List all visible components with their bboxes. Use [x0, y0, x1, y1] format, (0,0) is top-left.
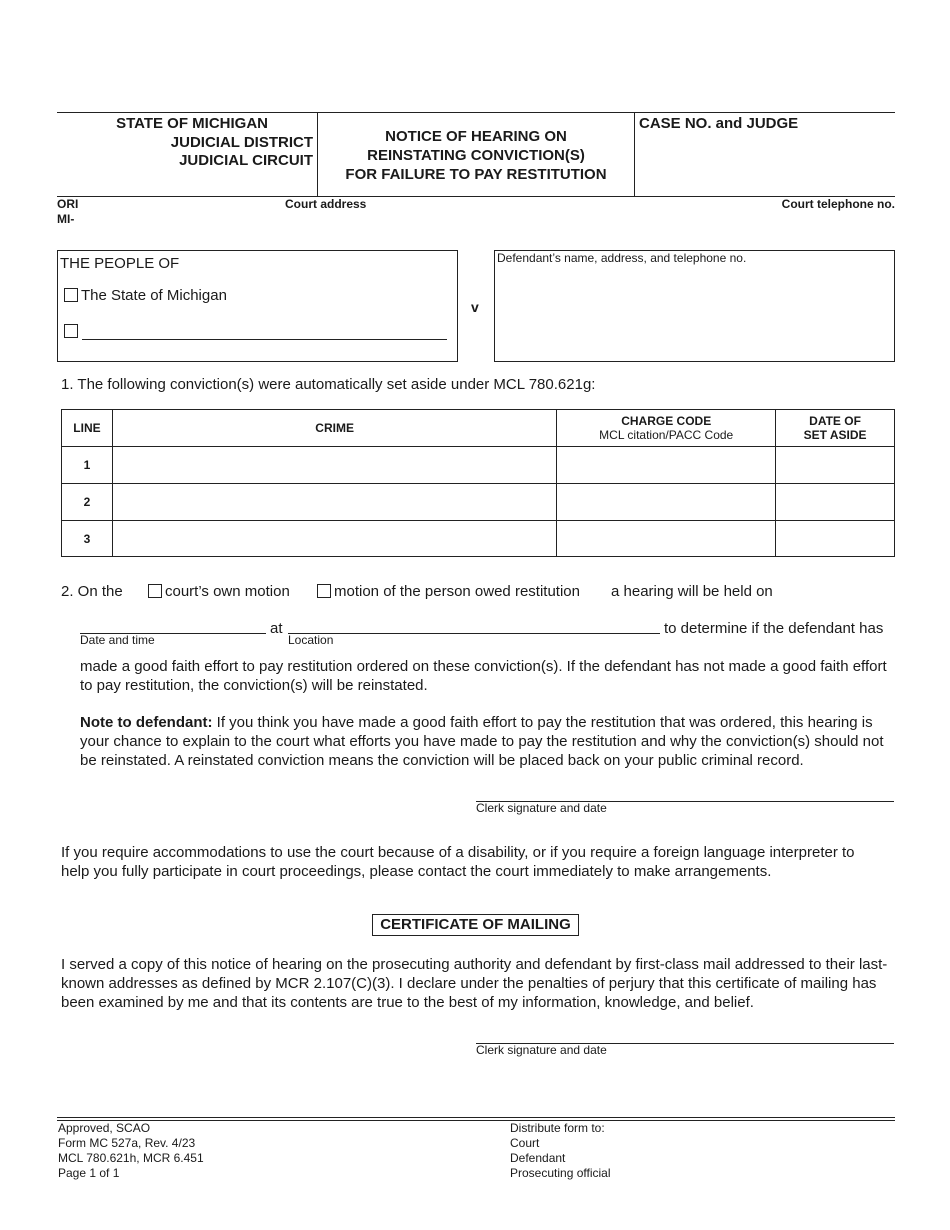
crime-cell[interactable] [112, 484, 556, 521]
district-label: JUDICIAL DISTRICT [170, 133, 313, 151]
crime-cell[interactable] [112, 521, 556, 557]
ori-label: ORI [57, 197, 79, 211]
good-faith-paragraph: made a good faith effort to pay restitution ordered on these conviction(s). If the defendant has not made a good faith effort to pay restitution, the conviction(s) will be reinstated. [80, 658, 887, 694]
court-address-label: Court address [285, 197, 367, 211]
line-number: 1 [62, 447, 113, 484]
other-plaintiff-line[interactable] [82, 339, 447, 340]
footer-rule-top [57, 1117, 895, 1118]
defendant-label: Defendant’s name, address, and telephone no. [497, 251, 747, 265]
item-2-on-the: 2. On the [61, 583, 123, 600]
convictions-table [61, 409, 895, 557]
clerk-signature-label-2: Clerk signature and date [476, 1043, 607, 1057]
defendant-box[interactable] [494, 250, 895, 362]
versus-label: v [471, 299, 479, 315]
certificate-text: I served a copy of this notice of hearing on the prosecuting authority and defendant by first-class mail addressed to their last-known addresses as defined by MCR 2.107(C)(3). I declare under the penalties of perjury that this certificate of mailing has been examined by me and that its contents are true to the best of my information, knowledge, and belief. [61, 956, 888, 1011]
note-to-defendant [80, 713, 897, 770]
col-date-header: DATE OF SET ASIDE [776, 410, 895, 447]
court-motion-label: court’s own motion [165, 583, 290, 600]
charge-code-cell[interactable] [557, 447, 776, 484]
footer-left [58, 1121, 204, 1181]
crime-cell[interactable] [112, 447, 556, 484]
person-motion-label: motion of the person owed restitution [334, 583, 580, 600]
approved-text: Approved, SCAO [58, 1121, 151, 1135]
hearing-held-text: a hearing will be held on [611, 583, 773, 600]
state-option-row [64, 287, 227, 304]
state-option-label: The State of Michigan [81, 287, 227, 304]
table-row [62, 447, 895, 484]
table-row [62, 521, 895, 557]
accommodation-notice: If you require accommodations to use the court because of a disability, or if you require a foreign language interpreter to help you fully participate in court proceedings, please contact the court immediately to make arrangements. [61, 844, 855, 880]
form-number: Form MC 527a, Rev. 4/23 [58, 1136, 196, 1150]
to-determine-text: to determine if the defendant has [664, 620, 884, 637]
form-title-line-1: NOTICE OF HEARING ON [385, 128, 567, 145]
clerk-signature-label-1: Clerk signature and date [476, 801, 607, 815]
distribute-label: Distribute form to: [510, 1121, 605, 1135]
page-number: Page 1 of 1 [58, 1166, 120, 1180]
line-number: 3 [62, 521, 113, 557]
location-line[interactable] [288, 633, 660, 634]
people-of-label: THE PEOPLE OF [60, 255, 180, 272]
state-label: STATE OF MICHIGAN [116, 115, 268, 132]
distribute-prosecuting: Prosecuting official [510, 1166, 611, 1180]
date-set-aside-cell[interactable] [776, 447, 895, 484]
state-of-michigan-checkbox[interactable] [64, 288, 78, 302]
other-option-row [64, 323, 82, 341]
location-label: Location [288, 633, 334, 647]
court-telephone-label: Court telephone no. [781, 197, 895, 211]
circuit-label: JUDICIAL CIRCUIT [179, 152, 313, 169]
person-motion-option [317, 583, 580, 600]
header-top-rule [57, 112, 895, 113]
footer-distribution [510, 1121, 611, 1181]
header-divider-right [634, 112, 635, 196]
note-text: If you think you have made a good faith effort to pay the restitution that was ordered, this hearing is your chance to explain to the court what efforts you have made to pay the restitution and why the conviction(s) should not be reinstated. A reinstated conviction means the conviction will be placed back on your public criminal record. [80, 714, 884, 769]
charge-code-cell[interactable] [557, 484, 776, 521]
charge-code-cell[interactable] [557, 521, 776, 557]
court-motion-checkbox[interactable] [148, 584, 162, 598]
case-number-label: CASE NO. and JUDGE [639, 115, 799, 132]
person-motion-checkbox[interactable] [317, 584, 331, 598]
plaintiff-box [57, 250, 458, 362]
form-title-line-2: REINSTATING CONVICTION(S) [367, 147, 585, 164]
form-title [318, 127, 634, 184]
distribute-court: Court [510, 1136, 540, 1150]
certificate-title: CERTIFICATE OF MAILING [372, 914, 579, 936]
statute-reference: MCL 780.621h, MCR 6.451 [58, 1151, 204, 1165]
other-plaintiff-checkbox[interactable] [64, 324, 78, 338]
distribute-defendant: Defendant [510, 1151, 566, 1165]
table-row [62, 484, 895, 521]
note-label: Note to defendant: [80, 714, 213, 731]
header-bottom-rule [57, 196, 895, 197]
date-set-aside-cell[interactable] [776, 484, 895, 521]
line-number: 2 [62, 484, 113, 521]
court-motion-option [148, 583, 290, 600]
col-line-header: LINE [62, 410, 113, 447]
item-1-text: 1. The following conviction(s) were automatically set aside under MCL 780.621g: [61, 376, 596, 393]
col-charge-header: CHARGE CODE MCL citation/PACC Code [557, 410, 776, 447]
court-jurisdiction [60, 115, 313, 171]
date-time-label: Date and time [80, 633, 155, 647]
col-crime-header: CRIME [112, 410, 556, 447]
at-text: at [270, 620, 283, 637]
date-set-aside-cell[interactable] [776, 521, 895, 557]
table-header-row [62, 410, 895, 447]
form-title-line-3: FOR FAILURE TO PAY RESTITUTION [345, 166, 607, 183]
mi-label: MI- [57, 212, 75, 226]
